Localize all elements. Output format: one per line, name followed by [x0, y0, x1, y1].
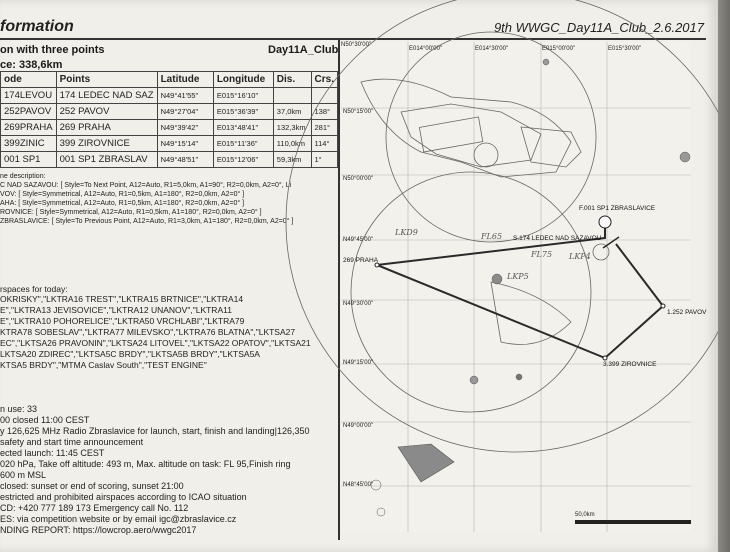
info-line: NDING REPORT: https://lowcrop.aero/wwgc2017	[0, 525, 197, 535]
section-title: formation	[0, 18, 74, 35]
coord-label: N48°45'00"	[343, 482, 374, 488]
col-header-points: Points	[56, 72, 157, 88]
airspace-line: OKRISKY","LKTRA16 TREST","LKTRA15 BRTNICE","LKTRA14	[0, 294, 244, 304]
cell-point: 269 PRAHA	[56, 120, 157, 136]
cell-code: 001 SP1	[1, 152, 57, 168]
column-divider	[338, 40, 340, 540]
airspace-line: E","LKTRA10 POHORELICE","LKTRA50 VRCHLABI","LKTRA79	[0, 316, 245, 326]
handwritten-note: LKP4	[569, 252, 591, 261]
cell-distance: 132,3km	[273, 120, 311, 136]
cell-longitude: E013°48'41"	[213, 120, 273, 136]
handwritten-note: FL65	[481, 232, 503, 241]
airspace-line: E","LKTRA13 JEVISOVICE","LKTRA12 UNANOV","LKTRA11	[0, 305, 232, 315]
col-header-course: Crs.	[311, 72, 337, 88]
info-line: CD: +420 777 189 173 Emergency call No. 112	[0, 503, 189, 513]
airspace-line: KTRA78 SOBESLAV","LKTRA77 MILEVSKO","LKTRA76 BLATNA","LKTSA27	[0, 327, 296, 337]
handwritten-note: FL75	[531, 250, 553, 259]
scale-label: 50,0km	[575, 512, 595, 518]
cell-longitude: E015°16'10"	[213, 88, 273, 104]
info-line: 600 m MSL	[0, 470, 47, 480]
cell-course: 281°	[311, 120, 337, 136]
table-row	[1, 104, 338, 120]
info-line: safety and start time announcement	[0, 437, 144, 447]
task-id: Day11A_Club	[268, 44, 339, 56]
info-line: closed: sunset or end of scoring, sunset 21:00	[0, 481, 184, 491]
handwritten-note: LKD9	[395, 228, 418, 237]
cell-latitude: N49°41'55"	[157, 88, 213, 104]
coord-label: N50°15'00"	[343, 109, 374, 115]
zirovnice-marker	[603, 356, 607, 360]
description-line: ROVNICE: [ Style=Symmetrical, A12=Auto, R1=0,5km, A1=180°, R2=0,0km, A2=0° ]	[0, 209, 262, 216]
turnpoint-label: 3.399 ZIROVNICE	[603, 361, 657, 368]
cell-point: 001 SP1 ZBRASLAV	[56, 152, 157, 168]
cell-code: 269PRAHA	[1, 120, 57, 136]
description-line: C NAD SAZAVOU: [ Style=To Next Point, A12=Auto, R1=5,0km, A1=90°, R2=0,0km, A2=0°, Li	[0, 182, 292, 189]
airspace-line: EC","LKTSA26 PRAVONIN","LKTSA24 LITOVEL","LKTSA22 OPATOV","LKTSA21	[0, 338, 311, 348]
airspaces-heading: rspaces for today:	[0, 284, 68, 294]
sp1-marker	[599, 216, 611, 228]
cell-course: 138°	[311, 104, 337, 120]
cell-longitude: E015°12'06"	[213, 152, 273, 168]
description-line: AHA: [ Style=Symmetrical, A12=Auto, R1=0,5km, A1=180°, R2=0,0km, A2=0° ]	[0, 200, 245, 207]
description-heading: ne description:	[0, 173, 46, 180]
info-line: ected launch: 11:45 CEST	[0, 448, 105, 458]
coord-label: N49°30'00"	[343, 301, 374, 307]
info-line: y 126,625 MHz Radio Zbraslavice for launch, start, finish and landing|126,350	[0, 426, 310, 436]
map-graphics	[341, 42, 691, 532]
cell-longitude: E015°36'39"	[213, 104, 273, 120]
handwritten-note: LKP5	[507, 272, 529, 281]
coord-label: N50°00'00"	[343, 176, 374, 182]
binder-edge	[718, 0, 730, 552]
coord-label: N50°30'00"	[341, 42, 372, 48]
turnpoint-label: F.001 SP1 ZBRASLAVICE	[579, 205, 656, 212]
task-distance: ce: 338,6km	[0, 59, 63, 71]
info-line: 00 closed 11:00 CEST	[0, 415, 90, 425]
table-header-row	[1, 72, 338, 88]
cell-course: 1°	[311, 152, 337, 168]
map-background	[341, 42, 691, 532]
table-row	[1, 120, 338, 136]
cell-latitude: N49°15'14"	[157, 136, 213, 152]
task-info-panel	[0, 40, 338, 540]
info-line: estricted and prohibited airspaces according to ICAO situation	[0, 492, 247, 502]
coord-label: E014°30'00"	[475, 46, 509, 52]
cell-latitude: N49°48'51"	[157, 152, 213, 168]
col-header-latitude: Latitude	[157, 72, 213, 88]
col-header-distance: Dis.	[273, 72, 311, 88]
cell-point: 252 PAVOV	[56, 104, 157, 120]
airspace-line: KTSA5 BRDY","MTMA Caslav South","TEST ENGINE"	[0, 360, 207, 370]
info-line: n use: 33	[0, 404, 38, 414]
cell-longitude: E015°11'36"	[213, 136, 273, 152]
coord-label: N49°00'00"	[343, 423, 374, 429]
cell-point: 399 ZIROVNICE	[56, 136, 157, 152]
cell-code: 174LEVOU	[1, 88, 57, 104]
col-header-code: ode	[1, 72, 57, 88]
cell-latitude: N49°39'42"	[157, 120, 213, 136]
col-header-longitude: Longitude	[213, 72, 273, 88]
pavov-marker	[661, 304, 665, 308]
coord-label: E015°30'00"	[608, 46, 642, 52]
coord-label: E014°00'00"	[409, 46, 443, 52]
table-row	[1, 88, 338, 104]
table-row	[1, 136, 338, 152]
cell-code: 399ZINIC	[1, 136, 57, 152]
scale-bar	[575, 520, 691, 524]
cell-distance: 37,0km	[273, 104, 311, 120]
document-id: 9th WWGC_Day11A_Club_2.6.2017	[493, 20, 704, 35]
cell-distance	[273, 88, 311, 104]
turnpoint-label: 1.252 PAVOV	[667, 309, 707, 316]
coord-label: E015°00'00"	[542, 46, 576, 52]
task-title: on with three points	[0, 44, 105, 56]
turnpoint-label: 269 PRAHA	[343, 257, 379, 264]
table-row	[1, 152, 338, 168]
cell-distance: 110,0km	[273, 136, 311, 152]
cell-code: 252PAVOV	[1, 104, 57, 120]
coord-label: N49°15'00"	[343, 360, 374, 366]
cell-distance: 59,3km	[273, 152, 311, 168]
description-line: ZBRASLAVICE: [ Style=To Previous Point, A12=Auto, R1=3,0km, A1=180°, R2=0,0km, A2=0° ]	[0, 218, 294, 225]
info-line: 020 hPa, Take off altitude: 493 m, Max. altitude on task: FL 95,Finish ring	[0, 459, 291, 469]
cell-course: 114°	[311, 136, 337, 152]
cell-latitude: N49°27'04"	[157, 104, 213, 120]
turnpoint-table	[0, 71, 338, 168]
airspace-line: LKTSA20 ZDIREC","LKTSA5C BRDY","LKTSA5B BRDY","LKTSA5A	[0, 349, 260, 359]
coord-label: N49°45'00"	[343, 237, 374, 243]
cell-point: 174 LEDEC NAD SAZ	[56, 88, 157, 104]
info-line: ES: via competition website or by email igc@zbraslavice.cz	[0, 514, 237, 524]
turnpoint-label: S.174 LEDEC NAD SAZAVOU	[513, 235, 602, 242]
description-line: VOV: [ Style=Symmetrical, A12=Auto, R1=0,5km, A1=180°, R2=0,0km, A2=0° ]	[0, 191, 245, 198]
task-map	[341, 42, 707, 532]
